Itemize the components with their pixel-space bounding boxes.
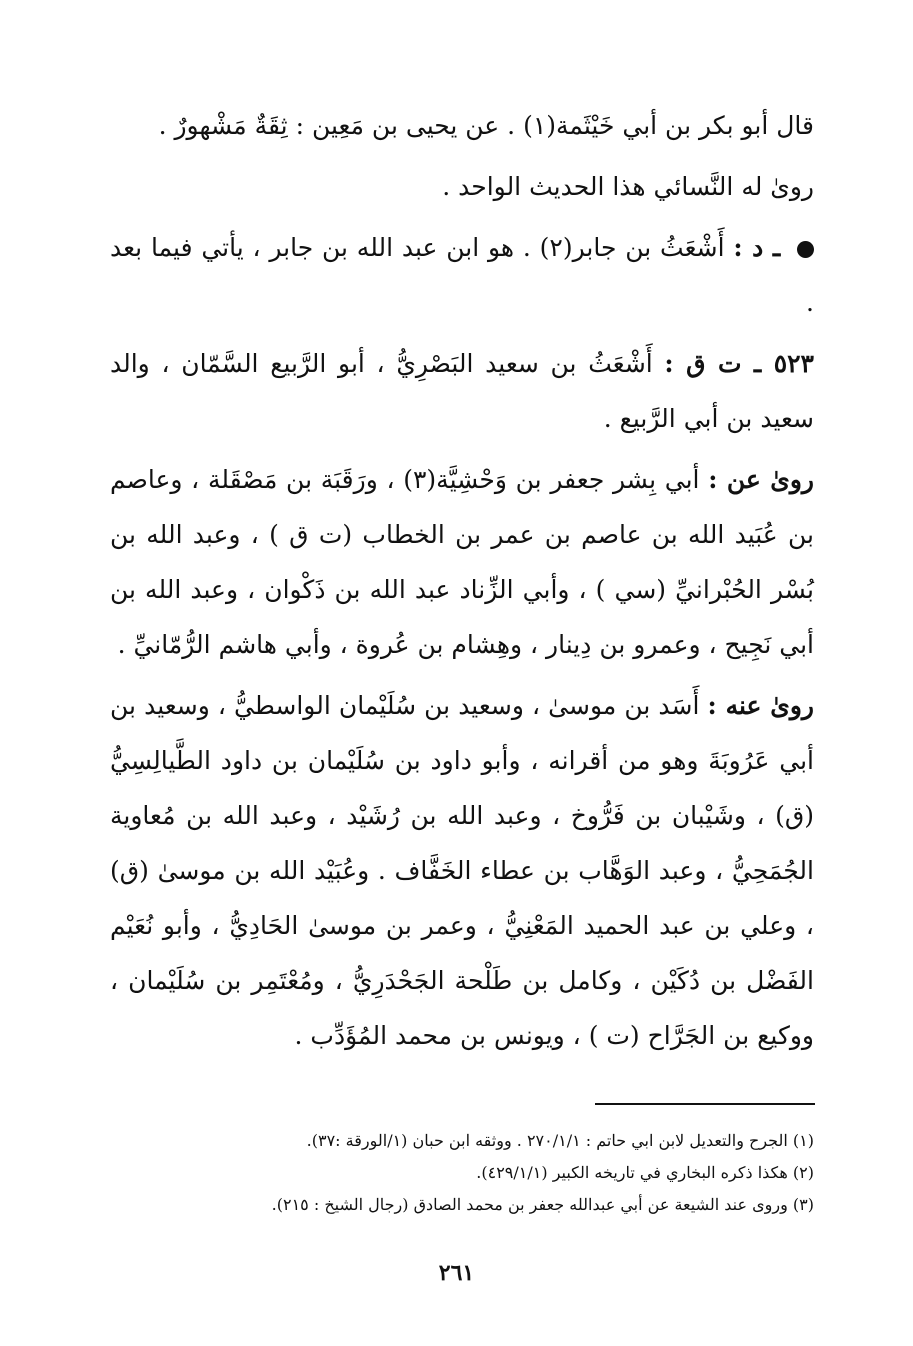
paragraph-2 <box>110 159 814 214</box>
bullet-icon <box>797 241 814 258</box>
paragraph-1-text: قال أبو بكر بن أبي خَيْثَمة(١) . عن يحيى بن مَعِين : ثِقَةٌ مَشْهورٌ . <box>158 111 814 140</box>
paragraph-6 <box>110 678 814 1063</box>
narrated-by-label: روىٰ عنه : <box>707 691 814 720</box>
paragraph-3 <box>110 220 814 330</box>
paragraph-1 <box>110 98 814 153</box>
footnote-divider <box>595 1103 815 1105</box>
narrated-from-label: روىٰ عن : <box>708 465 814 494</box>
main-text <box>110 98 814 1069</box>
footnote-3: (٣) وروى عند الشيعة عن أبي عبدالله جعفر بن محمد الصادق (رجال الشيخ : ٢١٥). <box>271 1195 814 1214</box>
paragraph-5-text: أبي بِشر جعفر بن وَحْشِيَّة(٣) ، ورَقَبَة بن مَصْقَلة ، وعاصم بن عُبَيد الله بن عاصم بن عمر بن الخطاب (ت ق ) ، وعبد الله بن بُسْر الحُبْرانيِّ (سي ) ، وأبي الزِّناد عبد الله بن ذَكْوان ، وعبد الله بن أبي نَجِيح ، وعمرو بن دِينار ، وهِشام بن عُروة ، وأبي هاشم الرُّمّانيِّ . <box>110 465 814 659</box>
footnotes <box>110 1125 814 1221</box>
paragraph-2-text: روىٰ له النَّسائي هذا الحديث الواحد . <box>442 172 814 201</box>
paragraph-3-text: أَشْعَثُ بن جابر(٢) . هو ابن عبد الله بن جابر ، يأتي فيما بعد . <box>110 233 814 317</box>
footnote-1: (١) الجرح والتعديل لابن ابي حاتم : ٢٧٠/١/١ . ووثقه ابن حبان (١/الورقة :٣٧). <box>306 1131 814 1150</box>
entry-code: ـ د : <box>733 233 781 262</box>
paragraph-6-text: أَسَد بن موسىٰ ، وسعيد بن سُلَيْمان الواسطيُّ ، وسعيد بن أبي عَرُوبَةَ وهو من أقرانه ، وأبو داود بن سُلَيْمان بن داود الطَّيالِسِيُّ (ق) ، وشَيْبان بن فَرُّوخ ، وعبد الله بن رُشَيْد ، وعبد الله بن مُعاوية الجُمَحِيُّ ، وعبد الوَهَّاب بن عطاء الخَفَّاف . وعُبَيْد الله بن موسىٰ (ق) ، وعلي بن عبد الحميد المَعْنِيُّ ، وعمر بن موسىٰ الحَادِيُّ ، وأبو نُعَيْم الفَضْل بن دُكَيْن ، وكامل بن طَلْحة الجَحْدَرِيُّ ، ومُعْتَمِر بن سُلَيْمان ، ووكيع بن الجَرَّاح (ت ) ، ويونس بن محمد المُؤَدِّب . <box>110 691 814 1050</box>
entry-number: ٥٢٣ ـ ت ق : <box>664 349 814 378</box>
paragraph-5 <box>110 452 814 672</box>
paragraph-4 <box>110 336 814 446</box>
paragraph-4-text: أَشْعَثُ بن سعيد البَصْرِيُّ ، أبو الرَّبيع السَّمّان ، والد سعيد بن أبي الرَّبيع . <box>110 349 814 433</box>
footnote-2: (٢) هكذا ذكره البخاري في تاريخه الكبير (٤٢٩/١/١). <box>476 1163 814 1182</box>
page-number: ٢٦١ <box>438 1260 475 1286</box>
